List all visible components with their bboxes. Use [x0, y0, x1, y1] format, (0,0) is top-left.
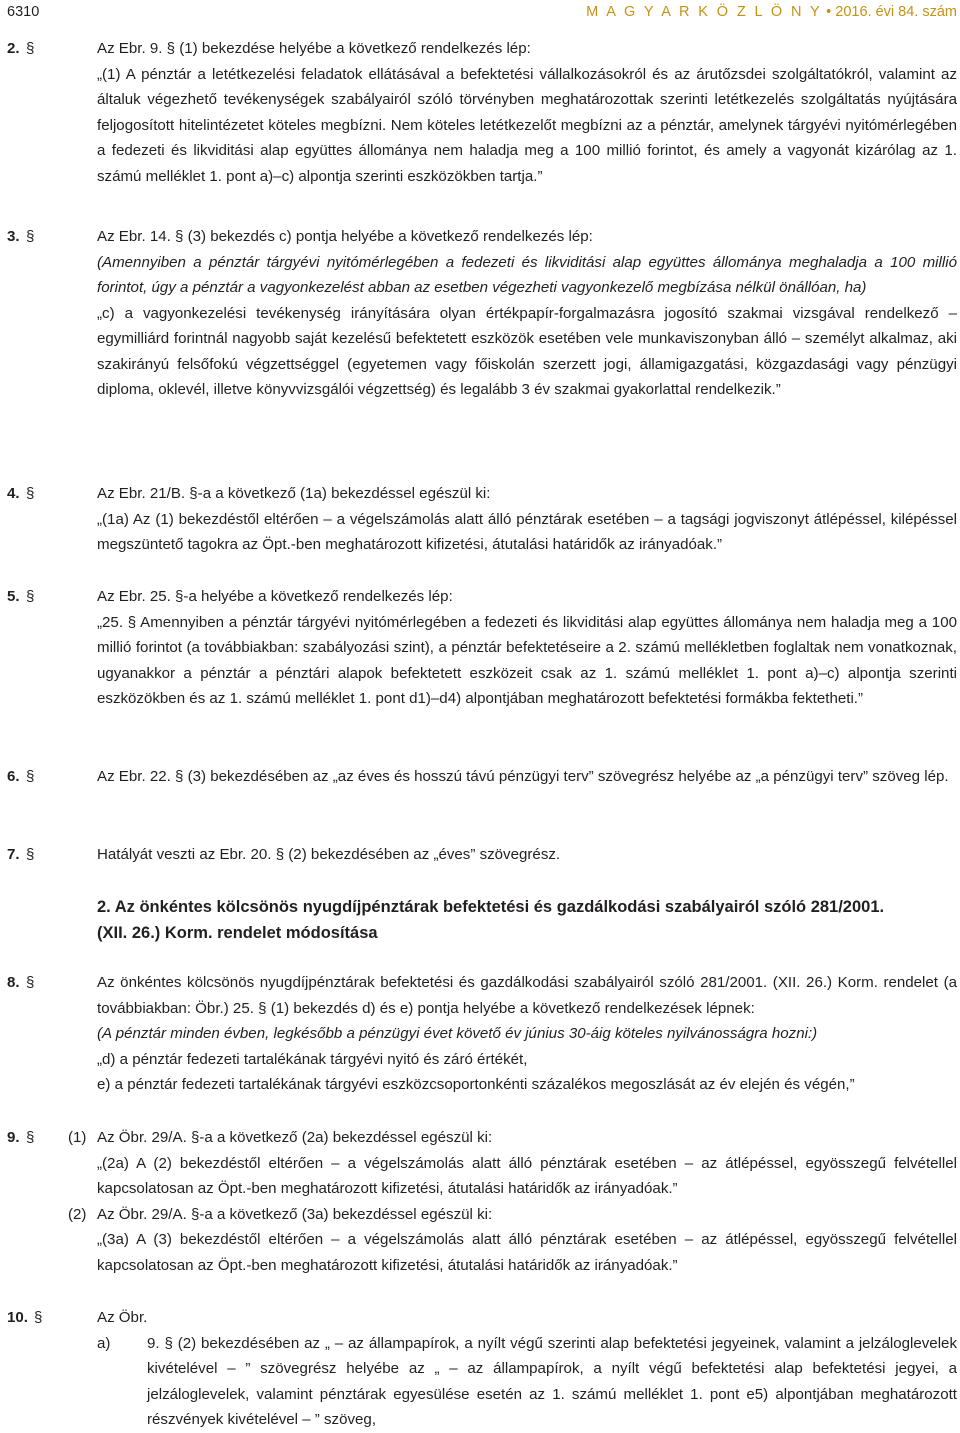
- section-number: 7.: [7, 846, 20, 863]
- subsection-number: (1): [68, 1129, 87, 1146]
- publication-info: [586, 0, 957, 26]
- page-header: [7, 0, 957, 24]
- section-context: (A pénztár minden évben, legkésőbb a pénzügyi évet követő év június 30-áig köteles nyilvánosságra hozni:): [97, 1025, 818, 1042]
- section-context: (Amennyiben a pénztár tárgyévi nyitómérlegében a fedezeti és likviditási alap együttes állománya meghaladja a 100 millió forintot, úgy a pénztár a vagyonkezelést abban az esetben végezheti vagyonkezelő megbízása nélkül önállóan, ha): [97, 253, 957, 296]
- section-number: 9.: [7, 1129, 20, 1146]
- section-number: 2.: [7, 40, 20, 57]
- page-number: 6310: [7, 4, 40, 20]
- section-8: [7, 970, 957, 1098]
- section-text: Hatályát veszti az Ebr. 20. § (2) bekezdésében az „éves” szövegrész.: [97, 846, 561, 863]
- section-sign: §: [26, 846, 35, 863]
- subsection-intro: Az Öbr. 29/A. §-a a következő (3a) bekezdéssel egészül ki:: [97, 1205, 493, 1223]
- section-number: 10.: [7, 1309, 28, 1326]
- section-number: 3.: [7, 228, 20, 245]
- section-9: [7, 1125, 957, 1278]
- section-number: 5.: [7, 588, 20, 605]
- section-intro: Az Ebr. 14. § (3) bekezdés c) pontja helyébe a következő rendelkezés lép:: [97, 228, 593, 245]
- section-sign: §: [26, 974, 35, 991]
- publication-name: M A G Y A R K Ö Z L Ö N Y: [586, 4, 823, 20]
- section-text: Az Ebr. 22. § (3) bekezdésében az „az éves és hosszú távú pénzügyi terv” szövegrész helyébe az „a pénzügyi terv” szöveg lép.: [97, 768, 949, 785]
- section-6: [7, 764, 957, 790]
- section-intro: Az Ebr. 9. § (1) bekezdése helyébe a következő rendelkezés lép:: [97, 40, 531, 57]
- section-2: [7, 36, 957, 189]
- point-text: 9. § (2) bekezdésében az „ – az állampapírok, a nyílt végű szerinti alap befektetési jegyeinek, valamint a jelzáloglevelek kivételével – ” szövegrész helyébe az „ – az állampapírok, a nyílt végű befektetési alap befektetési jegyei, a jelzáloglevelek, valamint pénztárak egyesülése esetén az 1. számú melléklet 1. pont e5) alpontjában meghatározott részvények kivételével – ” szöveg,: [147, 1334, 957, 1428]
- section-sign: §: [26, 1129, 35, 1146]
- section-4: [7, 481, 957, 558]
- section-intro: Az Ebr. 25. §-a helyébe a következő rendelkezés lép:: [97, 588, 453, 605]
- section-10: [7, 1305, 957, 1433]
- subsection-text: „(3a) A (3) bekezdéstől eltérően – a végelszámolás alatt álló pénztárak esetében – az átlépéssel, egyösszegű felvétellel kapcsolatosan az Öpt.-ben meghatározott kifizetési, átutalási határidők az irányadóak.”: [97, 1231, 957, 1274]
- point-d: „d) a pénztár fedezeti tartalékának tárgyévi nyitó és záró értékét,: [97, 1050, 528, 1068]
- section-sign: §: [26, 228, 35, 245]
- chapter-title: 2. Az önkéntes kölcsönös nyugdíjpénztárak befektetési és gazdálkodási szabályairól szóló 281/2001. (XII. 26.) Korm. rendelet módosítása: [97, 898, 885, 942]
- section-text: „(1) A pénztár a letétkezelési feladatok ellátásával a befektetési vállalkozásokról és az árutőzsdei szolgáltatókról, valamint az általuk végezhető tevékenységek szabályairól szóló törvényben meghatározottak szerinti letétkezelés szolgáltatás nyújtására feljogosított hitelintézetet köteles megbízni. Nem köteles letétkezelőt megbízni az a pénztár, amelynek tárgyévi nyitómérlegében a fedezeti és likviditási alap együttes állománya nem haladja meg a 100 millió forintot, és amely a vagyonát kizárólag az 1. számú melléklet 1. pont a)–c) alpontja szerinti eszközökben tartja.”: [97, 65, 957, 185]
- section-number: 4.: [7, 485, 20, 502]
- section-sign: §: [26, 40, 35, 57]
- section-number: 6.: [7, 768, 20, 785]
- section-text: „(1a) Az (1) bekezdéstől eltérően – a végelszámolás alatt álló pénztárak esetében – a tagsági jogviszonyt átlépéssel, kilépéssel megszüntető tagokra az Öpt.-ben meghatározott kifizetési, átutalási határidők az irányadóak.”: [97, 510, 957, 553]
- section-sign: §: [26, 588, 35, 605]
- section-number: 8.: [7, 974, 20, 991]
- section-text: „25. § Amennyiben a pénztár tárgyévi nyitómérlegében a fedezeti és likviditási alap együttes állománya nem haladja meg a 100 millió forintot (a továbbiakban: szabályozási szint), a pénztár befektetéseire a 2. számú mellékletben foglaltak nem vonatkoznak, ugyanakkor a pénztár a pénztári alapok befektetett eszközeit csak az 1. számú melléklet 1. pont a)–c) alpontja szerinti eszközökben és az 1. számú melléklet 1. pont d1)–d4) alpontjában meghatározott befektetési formákba fektetheti.”: [97, 613, 957, 707]
- point-label: a): [97, 1334, 111, 1352]
- subsection-text: „(2a) A (2) bekezdéstől eltérően – a végelszámolás alatt álló pénztárak esetében – az átlépéssel, egyösszegű felvétellel kapcsolatosan az Öpt.-ben meghatározott kifizetési, átutalási határidők az irányadóak.”: [97, 1154, 957, 1197]
- section-sign: §: [26, 768, 35, 785]
- separator-dot: •: [826, 4, 832, 20]
- section-7: [7, 842, 957, 868]
- section-3: [7, 224, 957, 403]
- section-intro: Az Ebr. 21/B. §-a a következő (1a) bekezdéssel egészül ki:: [97, 485, 491, 502]
- section-sign: §: [34, 1309, 43, 1326]
- section-sign: §: [26, 485, 35, 502]
- section-intro: Az Öbr.: [97, 1309, 148, 1326]
- section-intro: Az önkéntes kölcsönös nyugdíjpénztárak befektetési és gazdálkodási szabályairól szóló 281/2001. (XII. 26.) Korm. rendelet (a továbbiakban: Öbr.) 25. § (1) bekezdés d) és e) pontja helyébe a következő rendelkezések lépnek:: [97, 974, 957, 1017]
- section-5: [7, 584, 957, 712]
- subsection-number: (2): [68, 1205, 87, 1223]
- issue-number: 2016. évi 84. szám: [835, 4, 957, 20]
- section-text: „c) a vagyonkezelési tevékenység irányítására olyan értékpapír-forgalmazásra jogosító szakmai vizsgával rendelkező – egymilliárd forintnál nagyobb saját kezelésű befektetett eszközök esetében vele munkaviszonyban álló – személyt alkalmaz, aki szakirányú felsőfokú végzettséggel (egyetemen vagy főiskolán szerzett jogi, államigazgatási, közgazdasági vagy pénzügyi diploma, oklevél, illetve könyvvizsgálói végzettség) és legalább 3 év szakmai gyakorlattal rendelkezik.”: [97, 304, 957, 398]
- point-e: e) a pénztár fedezeti tartalékának tárgyévi eszközcsoportonkénti százalékos megoszlását az év elején és végén,”: [97, 1076, 855, 1093]
- subsection-intro: Az Öbr. 29/A. §-a a következő (2a) bekezdéssel egészül ki:: [97, 1129, 493, 1146]
